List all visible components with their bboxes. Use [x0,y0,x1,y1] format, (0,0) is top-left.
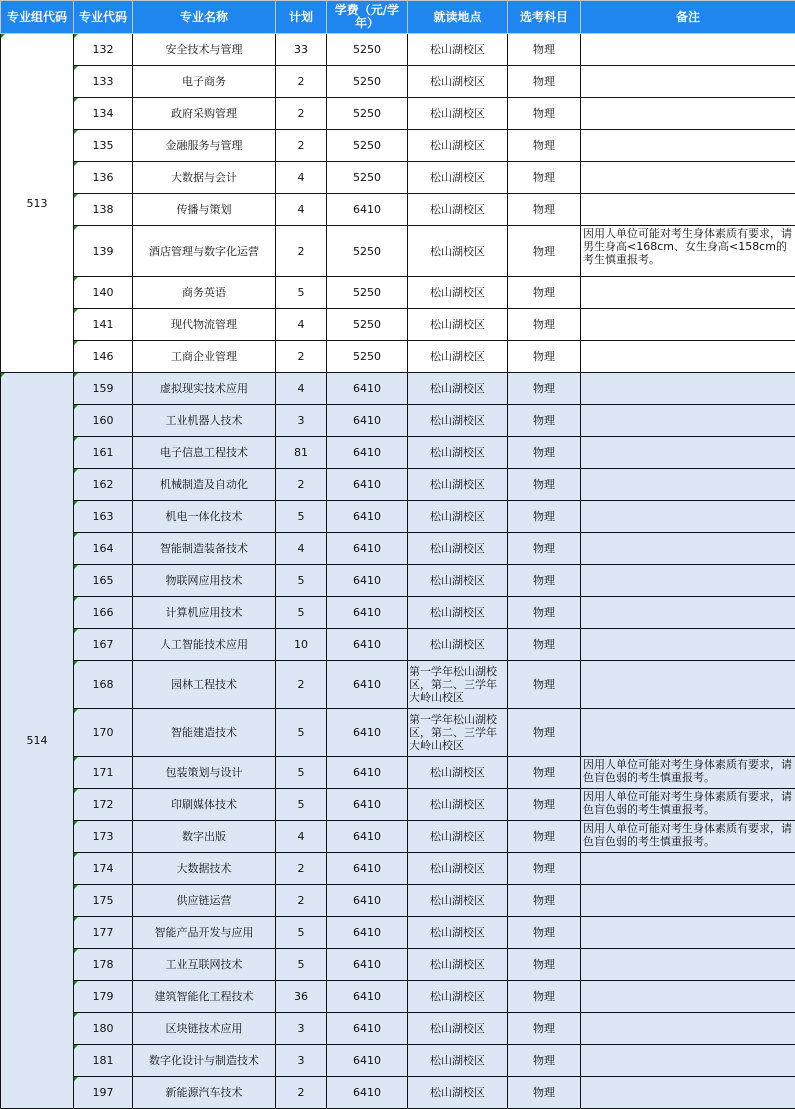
major-code-cell: 162 [74,469,133,501]
table-row [1,194,795,226]
plan-cell: 4 [276,821,327,853]
location-cell: 松山湖校区 [408,437,508,469]
tuition-cell: 6410 [327,757,408,789]
major-name-cell: 供应链运营 [133,885,276,917]
subject-cell: 物理 [508,34,581,66]
note-cell [581,341,795,373]
location-cell: 松山湖校区 [408,885,508,917]
location-cell: 松山湖校区 [408,757,508,789]
table-row [1,917,795,949]
tuition-cell: 5250 [327,226,408,277]
location-cell: 松山湖校区 [408,309,508,341]
major-name-cell: 大数据技术 [133,853,276,885]
table-row [1,1013,795,1045]
location-cell: 松山湖校区 [408,1077,508,1109]
tuition-cell: 6410 [327,597,408,629]
major-name-cell: 工商企业管理 [133,341,276,373]
header-plan: 计划 [276,1,327,34]
note-cell [581,194,795,226]
note-cell: 因用人单位可能对考生身体素质有要求，请色盲色弱的考生慎重报考。 [581,821,795,853]
table-row [1,341,795,373]
tuition-cell: 6410 [327,565,408,597]
note-cell [581,533,795,565]
tuition-cell: 6410 [327,437,408,469]
note-cell [581,885,795,917]
location-cell: 松山湖校区 [408,405,508,437]
subject-cell: 物理 [508,565,581,597]
major-code-cell: 175 [74,885,133,917]
plan-cell: 4 [276,373,327,405]
table-row [1,373,795,405]
location-cell: 松山湖校区 [408,789,508,821]
tuition-cell: 6410 [327,821,408,853]
major-name-cell: 政府采购管理 [133,98,276,130]
location-cell: 松山湖校区 [408,821,508,853]
note-cell [581,917,795,949]
plan-cell: 5 [276,597,327,629]
note-cell [581,309,795,341]
table-row [1,309,795,341]
subject-cell: 物理 [508,821,581,853]
header-major-code: 专业代码 [74,1,133,34]
major-code-cell: 173 [74,821,133,853]
table-row [1,437,795,469]
major-code-cell: 171 [74,757,133,789]
tuition-cell: 6410 [327,661,408,709]
tuition-cell: 6410 [327,917,408,949]
major-name-cell: 金融服务与管理 [133,130,276,162]
subject-cell: 物理 [508,501,581,533]
major-name-cell: 区块链技术应用 [133,1013,276,1045]
subject-cell: 物理 [508,277,581,309]
note-cell [581,949,795,981]
location-cell: 松山湖校区 [408,66,508,98]
note-cell [581,1013,795,1045]
plan-cell: 5 [276,789,327,821]
plan-cell: 2 [276,1077,327,1109]
tuition-cell: 6410 [327,709,408,757]
subject-cell: 物理 [508,341,581,373]
tuition-cell: 6410 [327,405,408,437]
location-cell: 松山湖校区 [408,853,508,885]
header-row [1,1,795,34]
tuition-cell: 6410 [327,629,408,661]
major-code-cell: 174 [74,853,133,885]
plan-cell: 5 [276,277,327,309]
major-code-cell: 160 [74,405,133,437]
plan-cell: 5 [276,501,327,533]
table-row [1,853,795,885]
subject-cell: 物理 [508,226,581,277]
group-code-cell: 514 [1,373,74,1109]
table-row [1,66,795,98]
plan-cell: 5 [276,757,327,789]
note-cell [581,66,795,98]
table-row [1,1045,795,1077]
major-name-cell: 现代物流管理 [133,309,276,341]
location-cell: 松山湖校区 [408,469,508,501]
major-code-cell: 168 [74,661,133,709]
subject-cell: 物理 [508,885,581,917]
major-name-cell: 数字化设计与制造技术 [133,1045,276,1077]
table-row [1,981,795,1013]
major-code-cell: 136 [74,162,133,194]
plan-cell: 10 [276,629,327,661]
major-name-cell: 物联网应用技术 [133,565,276,597]
major-code-cell: 135 [74,130,133,162]
table-row [1,1077,795,1109]
major-name-cell: 传播与策划 [133,194,276,226]
plan-cell: 3 [276,1045,327,1077]
table-row [1,501,795,533]
major-code-cell: 146 [74,341,133,373]
plan-cell: 2 [276,341,327,373]
subject-cell: 物理 [508,194,581,226]
tuition-cell: 5250 [327,130,408,162]
location-cell: 第一学年松山湖校区，第二、三学年大岭山校区 [408,709,508,757]
header-subject: 选考科目 [508,1,581,34]
note-cell [581,1045,795,1077]
major-name-cell: 大数据与会计 [133,162,276,194]
plan-cell: 5 [276,709,327,757]
plan-cell: 3 [276,405,327,437]
major-name-cell: 数字出版 [133,821,276,853]
table-row [1,597,795,629]
table-row [1,34,795,66]
subject-cell: 物理 [508,437,581,469]
major-code-cell: 179 [74,981,133,1013]
note-cell [581,853,795,885]
subject-cell: 物理 [508,949,581,981]
location-cell: 松山湖校区 [408,373,508,405]
location-cell: 松山湖校区 [408,1045,508,1077]
note-cell [581,709,795,757]
tuition-cell: 6410 [327,789,408,821]
major-name-cell: 安全技术与管理 [133,34,276,66]
plan-cell: 33 [276,34,327,66]
table-row [1,130,795,162]
subject-cell: 物理 [508,309,581,341]
major-name-cell: 计算机应用技术 [133,597,276,629]
subject-cell: 物理 [508,162,581,194]
location-cell: 松山湖校区 [408,501,508,533]
tuition-cell: 6410 [327,501,408,533]
header-group-code: 专业组代码 [1,1,74,34]
plan-cell: 5 [276,917,327,949]
subject-cell: 物理 [508,709,581,757]
location-cell: 松山湖校区 [408,130,508,162]
table-row [1,661,795,709]
tuition-cell: 6410 [327,1045,408,1077]
major-name-cell: 印刷媒体技术 [133,789,276,821]
major-code-cell: 139 [74,226,133,277]
plan-cell: 2 [276,130,327,162]
plan-cell: 2 [276,98,327,130]
table-row [1,226,795,277]
major-name-cell: 商务英语 [133,277,276,309]
major-code-cell: 172 [74,789,133,821]
note-cell [581,34,795,66]
major-name-cell: 包装策划与设计 [133,757,276,789]
plan-cell: 5 [276,565,327,597]
tuition-cell: 6410 [327,1077,408,1109]
major-code-cell: 167 [74,629,133,661]
header-major-name: 专业名称 [133,1,276,34]
note-cell: 因用人单位可能对考生身体素质有要求，请色盲色弱的考生慎重报考。 [581,789,795,821]
subject-cell: 物理 [508,661,581,709]
location-cell: 松山湖校区 [408,629,508,661]
major-code-cell: 140 [74,277,133,309]
tuition-cell: 5250 [327,309,408,341]
note-cell [581,501,795,533]
note-cell [581,373,795,405]
table-row [1,405,795,437]
group-code-cell: 513 [1,34,74,373]
location-cell: 松山湖校区 [408,1013,508,1045]
table-row [1,162,795,194]
location-cell: 松山湖校区 [408,98,508,130]
subject-cell: 物理 [508,1045,581,1077]
tuition-cell: 5250 [327,162,408,194]
location-cell: 松山湖校区 [408,565,508,597]
note-cell [581,629,795,661]
table-row [1,757,795,789]
header-location: 就读地点 [408,1,508,34]
major-code-cell: 138 [74,194,133,226]
subject-cell: 物理 [508,789,581,821]
note-cell [581,565,795,597]
table-row [1,949,795,981]
plan-cell: 3 [276,1013,327,1045]
tuition-cell: 5250 [327,66,408,98]
tuition-cell: 6410 [327,469,408,501]
note-cell [581,98,795,130]
major-name-cell: 建筑智能化工程技术 [133,981,276,1013]
header-notes: 备注 [581,1,795,34]
table-row [1,565,795,597]
plan-cell: 36 [276,981,327,1013]
major-name-cell: 园林工程技术 [133,661,276,709]
location-cell: 松山湖校区 [408,226,508,277]
major-code-cell: 134 [74,98,133,130]
major-name-cell: 工业机器人技术 [133,405,276,437]
plan-cell: 2 [276,226,327,277]
subject-cell: 物理 [508,629,581,661]
major-code-cell: 159 [74,373,133,405]
tuition-cell: 5250 [327,34,408,66]
major-code-cell: 133 [74,66,133,98]
subject-cell: 物理 [508,405,581,437]
subject-cell: 物理 [508,373,581,405]
plan-cell: 5 [276,949,327,981]
major-name-cell: 人工智能技术应用 [133,629,276,661]
location-cell: 松山湖校区 [408,162,508,194]
location-cell: 松山湖校区 [408,341,508,373]
note-cell [581,661,795,709]
major-name-cell: 电子信息工程技术 [133,437,276,469]
table-row [1,469,795,501]
table-body [1,34,795,1109]
subject-cell: 物理 [508,757,581,789]
tuition-cell: 6410 [327,853,408,885]
major-name-cell: 电子商务 [133,66,276,98]
table-row [1,98,795,130]
tuition-cell: 6410 [327,1013,408,1045]
note-cell [581,437,795,469]
tuition-cell: 5250 [327,98,408,130]
note-cell: 因用人单位可能对考生身体素质有要求，请男生身高<168cm、女生身高<158cm的考生慎重报考。 [581,226,795,277]
plan-cell: 4 [276,309,327,341]
location-cell: 第一学年松山湖校区，第二、三学年大岭山校区 [408,661,508,709]
subject-cell: 物理 [508,981,581,1013]
table-row [1,789,795,821]
major-code-cell: 178 [74,949,133,981]
major-code-cell: 161 [74,437,133,469]
location-cell: 松山湖校区 [408,981,508,1013]
plan-cell: 81 [276,437,327,469]
major-code-cell: 180 [74,1013,133,1045]
subject-cell: 物理 [508,853,581,885]
major-name-cell: 机械制造及自动化 [133,469,276,501]
location-cell: 松山湖校区 [408,533,508,565]
major-name-cell: 机电一体化技术 [133,501,276,533]
major-code-cell: 164 [74,533,133,565]
table-row [1,533,795,565]
subject-cell: 物理 [508,130,581,162]
location-cell: 松山湖校区 [408,597,508,629]
major-name-cell: 智能制造装备技术 [133,533,276,565]
note-cell: 因用人单位可能对考生身体素质有要求，请色盲色弱的考生慎重报考。 [581,757,795,789]
plan-cell: 2 [276,885,327,917]
major-name-cell: 酒店管理与数字化运营 [133,226,276,277]
major-name-cell: 虚拟现实技术应用 [133,373,276,405]
tuition-cell: 6410 [327,981,408,1013]
tuition-cell: 6410 [327,949,408,981]
plan-cell: 2 [276,853,327,885]
major-code-cell: 132 [74,34,133,66]
major-code-cell: 163 [74,501,133,533]
plan-cell: 4 [276,194,327,226]
table-row [1,709,795,757]
major-name-cell: 新能源汽车技术 [133,1077,276,1109]
location-cell: 松山湖校区 [408,194,508,226]
major-name-cell: 智能建造技术 [133,709,276,757]
tuition-cell: 5250 [327,277,408,309]
subject-cell: 物理 [508,917,581,949]
major-code-cell: 141 [74,309,133,341]
table-row [1,821,795,853]
major-code-cell: 177 [74,917,133,949]
tuition-cell: 6410 [327,885,408,917]
major-name-cell: 智能产品开发与应用 [133,917,276,949]
plan-cell: 2 [276,469,327,501]
tuition-cell: 6410 [327,194,408,226]
location-cell: 松山湖校区 [408,917,508,949]
plan-cell: 4 [276,162,327,194]
subject-cell: 物理 [508,469,581,501]
note-cell [581,1077,795,1109]
location-cell: 松山湖校区 [408,34,508,66]
tuition-cell: 6410 [327,533,408,565]
plan-cell: 2 [276,66,327,98]
tuition-cell: 5250 [327,341,408,373]
major-code-cell: 165 [74,565,133,597]
note-cell [581,981,795,1013]
table-row [1,277,795,309]
major-code-cell: 166 [74,597,133,629]
table-row [1,885,795,917]
subject-cell: 物理 [508,1077,581,1109]
location-cell: 松山湖校区 [408,949,508,981]
plan-cell: 4 [276,533,327,565]
major-code-cell: 197 [74,1077,133,1109]
note-cell [581,162,795,194]
subject-cell: 物理 [508,1013,581,1045]
note-cell [581,469,795,501]
subject-cell: 物理 [508,533,581,565]
note-cell [581,130,795,162]
plan-cell: 2 [276,661,327,709]
note-cell [581,277,795,309]
subject-cell: 物理 [508,98,581,130]
major-code-cell: 181 [74,1045,133,1077]
subject-cell: 物理 [508,66,581,98]
note-cell [581,405,795,437]
subject-cell: 物理 [508,597,581,629]
location-cell: 松山湖校区 [408,277,508,309]
major-name-cell: 工业互联网技术 [133,949,276,981]
table-row [1,629,795,661]
note-cell [581,597,795,629]
major-code-cell: 170 [74,709,133,757]
tuition-cell: 6410 [327,373,408,405]
header-tuition: 学费（元/学年） [327,1,408,34]
